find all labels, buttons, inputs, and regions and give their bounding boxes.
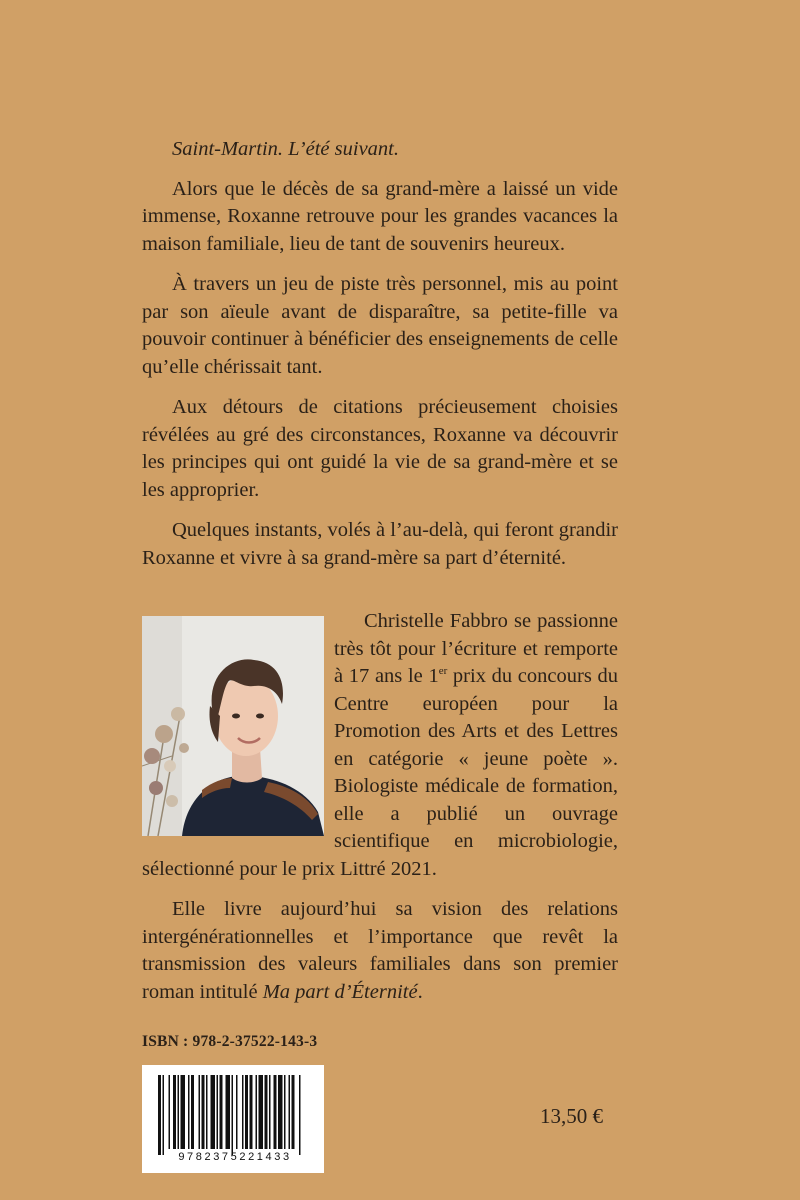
barcode-bar bbox=[169, 1075, 171, 1149]
barcode-bar bbox=[292, 1075, 295, 1149]
barcode-bar bbox=[202, 1075, 205, 1149]
synopsis-paragraph: Quelques instants, volés à l’au-delà, qui feront grandir Roxanne et vivre à sa grand-mère sa part d’éternité. bbox=[142, 519, 618, 569]
barcode-bar bbox=[191, 1075, 194, 1149]
synopsis bbox=[142, 136, 618, 585]
barcode-digits: 9782375221433 bbox=[178, 1151, 292, 1163]
author-bio bbox=[142, 608, 618, 1019]
barcode-bar bbox=[226, 1075, 231, 1149]
synopsis-opening: Saint-Martin. L’été suivant. bbox=[172, 138, 399, 160]
barcode bbox=[142, 1065, 324, 1173]
barcode-bar bbox=[178, 1075, 180, 1149]
barcode-bar bbox=[199, 1075, 201, 1149]
bio-text: . bbox=[417, 980, 423, 1003]
barcode-bar bbox=[217, 1075, 219, 1149]
barcode-bar bbox=[173, 1075, 176, 1149]
synopsis-paragraph: Alors que le décès de sa grand-mère a laissé un vide immense, Roxanne retrouve pour les grandes vacances la maison familiale, lieu de tant de souvenirs heureux. bbox=[142, 177, 618, 255]
barcode-bar bbox=[158, 1075, 161, 1155]
barcode-bar bbox=[250, 1075, 253, 1149]
barcode-bar bbox=[245, 1075, 248, 1149]
barcode-bar bbox=[265, 1075, 268, 1149]
isbn-label: ISBN : 978-2-37522-143-3 bbox=[142, 1033, 318, 1050]
photo-spacer bbox=[142, 608, 334, 836]
barcode-bar bbox=[269, 1075, 271, 1149]
barcode-bar bbox=[278, 1075, 283, 1149]
barcode-bar bbox=[220, 1075, 223, 1149]
synopsis-paragraph: Aux détours de citations précieusement choisies révélées au gré des circonstances, Roxanne va découvrir les principes qui ont guidé la vie de sa grand-mère et se les approprier. bbox=[142, 396, 618, 501]
barcode-bar bbox=[232, 1075, 234, 1155]
bio-paragraph bbox=[142, 896, 618, 1006]
barcode-bar bbox=[188, 1075, 190, 1149]
barcode-bar bbox=[256, 1075, 258, 1149]
book-title: Ma part d’Éternité bbox=[262, 980, 418, 1003]
barcode-bar bbox=[259, 1075, 264, 1149]
barcode-bar bbox=[242, 1075, 244, 1149]
barcode-bar bbox=[299, 1075, 301, 1155]
bio-text: Christelle Fabbro se passionne très tôt pour l’écriture et remporte à 17 ans le 1 bbox=[334, 610, 618, 687]
ordinal-superscript: er bbox=[438, 665, 448, 677]
synopsis-paragraph: À travers un jeu de piste très personnel, mis au point par son aïeule avant de disparaître, sa petite-fille va pouvoir continuer à bénéficier des enseignements de celle qu’elle chérissait tant. bbox=[142, 273, 618, 378]
barcode-bar bbox=[211, 1075, 216, 1149]
price: 13,50 € bbox=[540, 1104, 603, 1128]
barcode-bar bbox=[289, 1075, 291, 1149]
bio-text: Elle livre aujourd’hui sa vision des relations intergénérationnelles et l’importance que revêt la transmission des valeurs familiales dans son premier roman intitulé bbox=[142, 898, 618, 1003]
barcode-bar bbox=[163, 1075, 165, 1155]
barcode-bar bbox=[274, 1075, 277, 1149]
bio-text: prix du concours du Centre européen pour la Promotion des Arts et des Lettres en catégorie « jeune poète ». Biologiste médicale de formation, elle a publié un ouvrage scientifique en microbiologie, sélectionné pour le prix Littré 2021. bbox=[142, 665, 618, 880]
barcode-bar bbox=[236, 1075, 238, 1149]
barcode-bar bbox=[284, 1075, 286, 1149]
barcode-bar bbox=[181, 1075, 186, 1149]
barcode-bar bbox=[206, 1075, 208, 1149]
